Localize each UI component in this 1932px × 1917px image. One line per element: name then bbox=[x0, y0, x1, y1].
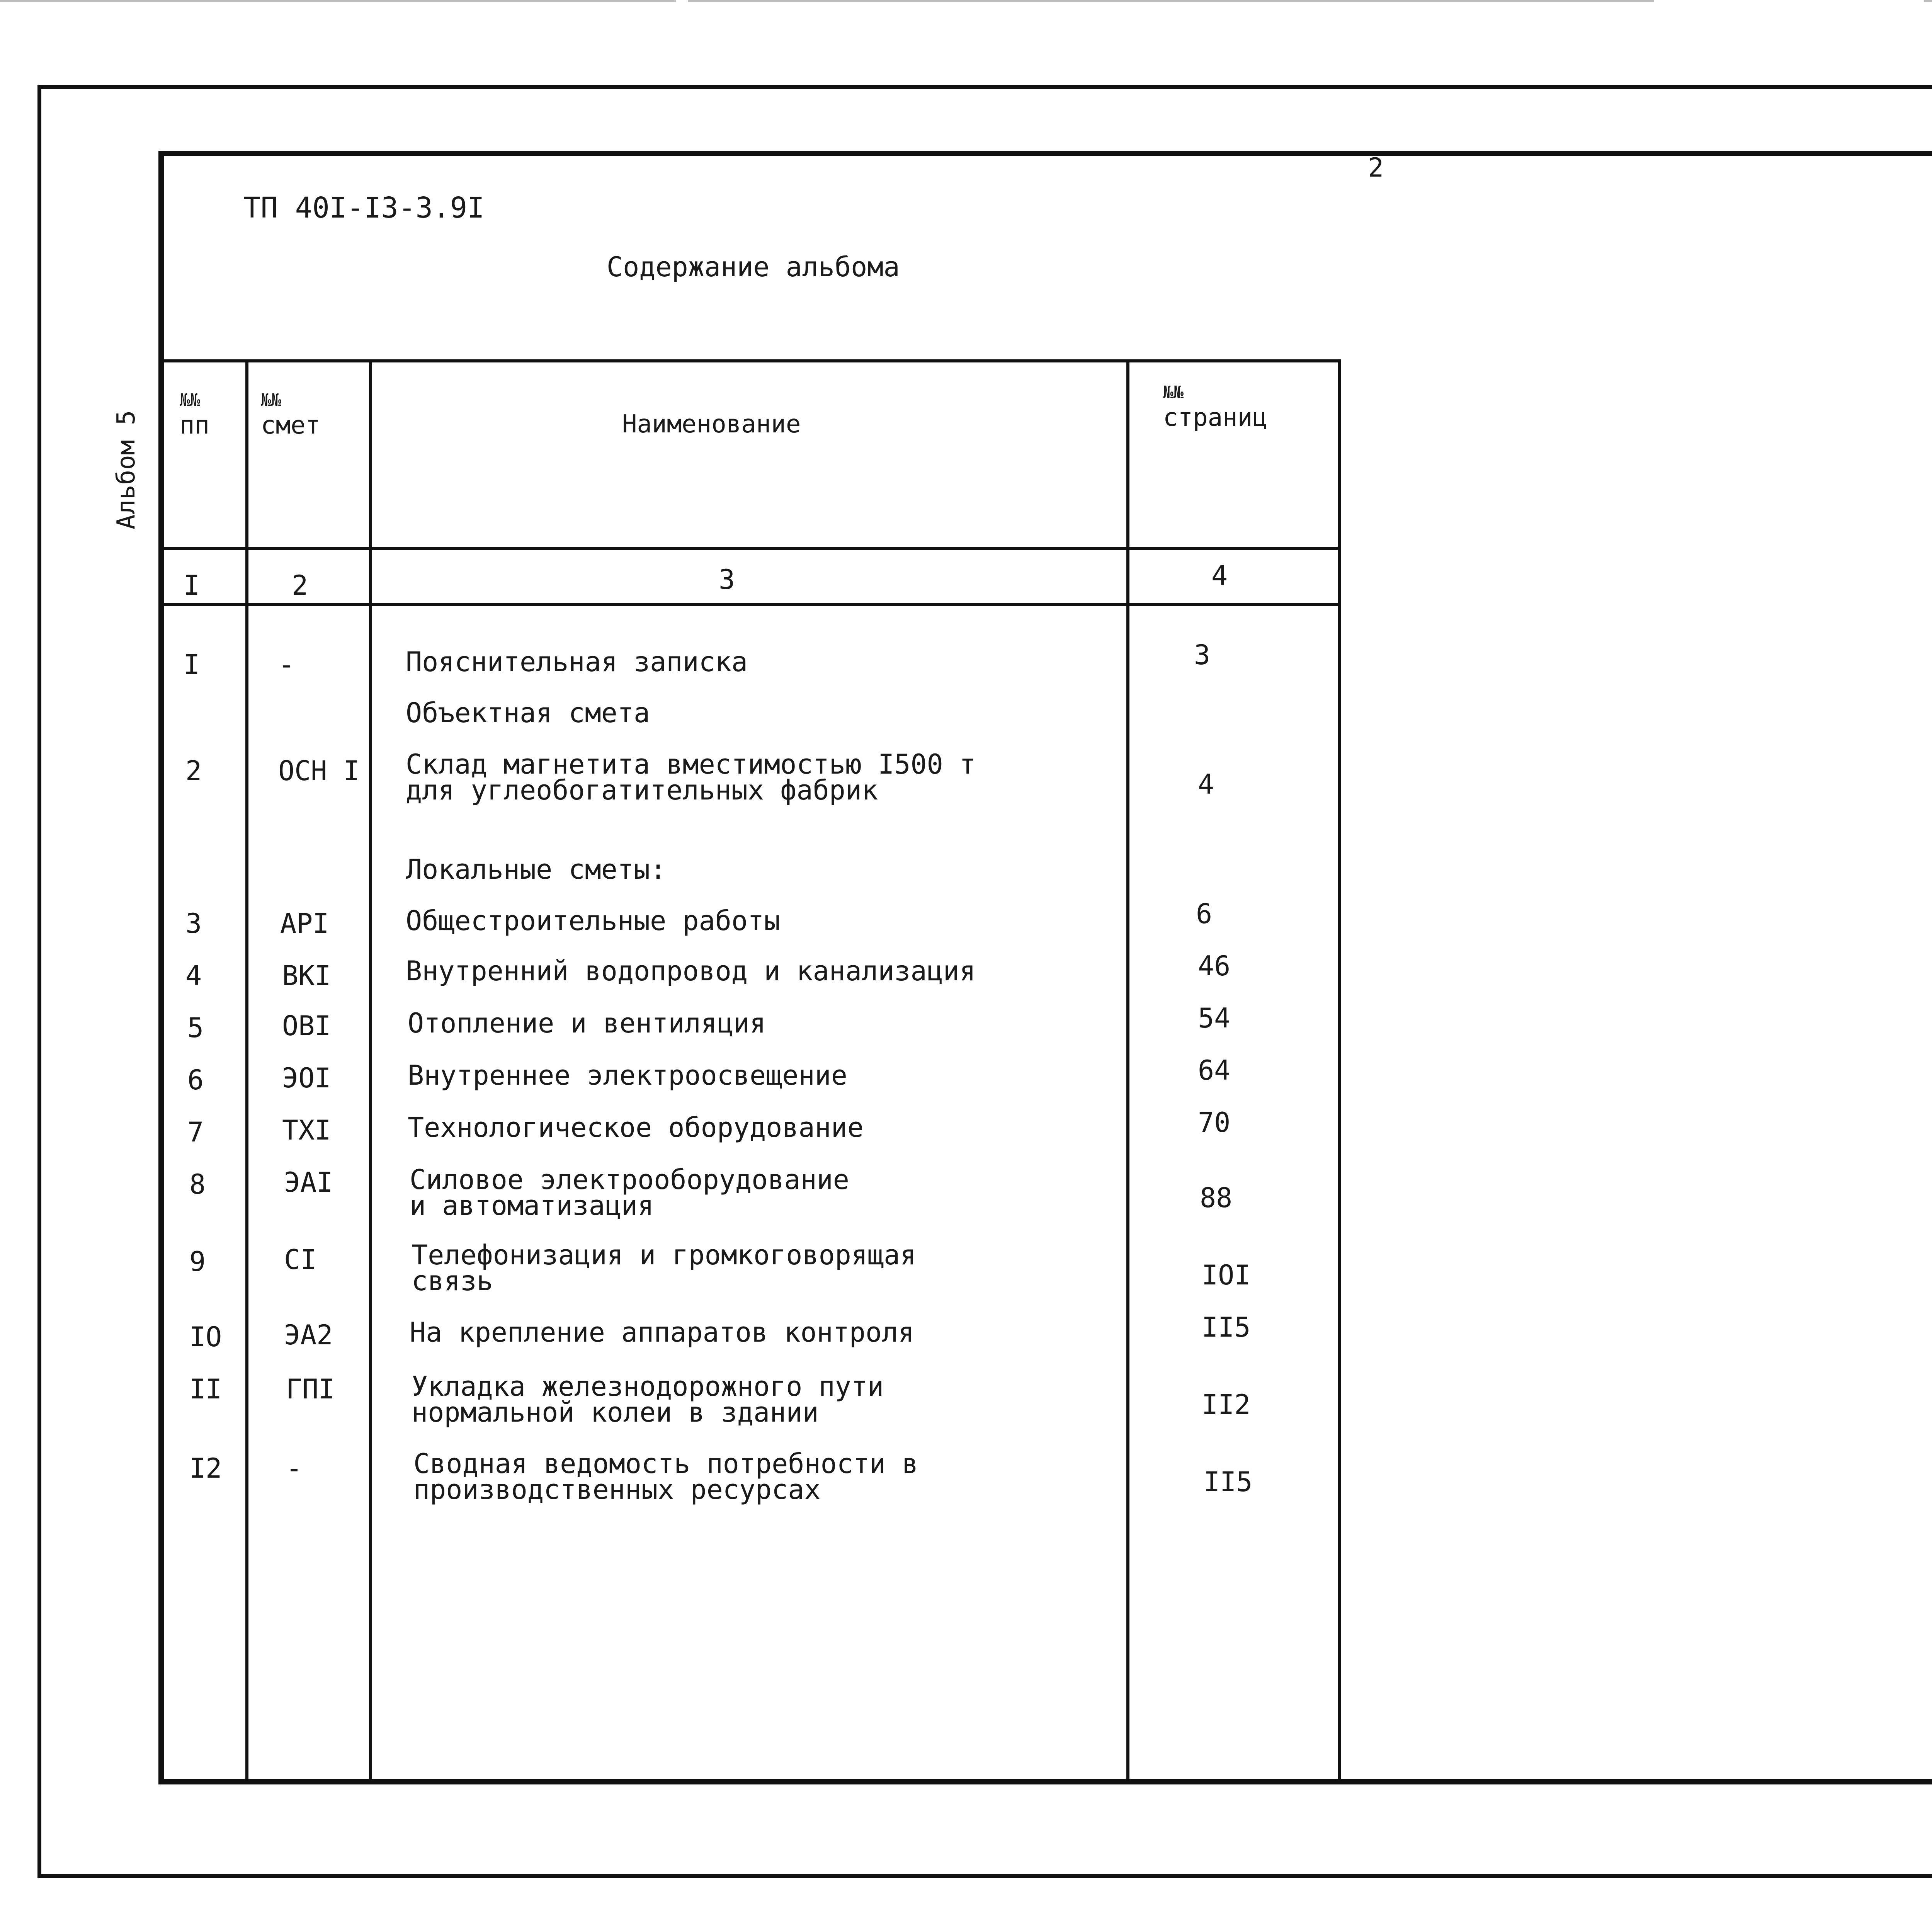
header-num-top: №№ bbox=[180, 390, 200, 410]
row-num: 2 bbox=[185, 755, 202, 787]
column-number: 3 bbox=[719, 564, 735, 595]
page-number: 2 bbox=[1368, 153, 1384, 183]
row-name-line: Силовое электрооборудование bbox=[410, 1164, 849, 1196]
row-name-line: Общестроительные работы bbox=[406, 905, 781, 937]
row-num: IO bbox=[189, 1321, 222, 1353]
row-name-line: Внутренний водопровод и канализация bbox=[406, 955, 976, 987]
row-name-line: Внутреннее электроосвещение bbox=[408, 1060, 847, 1091]
row-num: 4 bbox=[185, 960, 202, 992]
album-label: Альбом 5 bbox=[112, 410, 141, 529]
row-estimate: ЭА2 bbox=[284, 1319, 333, 1351]
row-estimate: ЭОI bbox=[282, 1062, 331, 1094]
row-page: 64 bbox=[1198, 1055, 1231, 1086]
row-page: 4 bbox=[1198, 769, 1214, 800]
row-name bbox=[406, 905, 781, 937]
row-estimate: - bbox=[286, 1453, 303, 1484]
row-num: 8 bbox=[189, 1169, 206, 1200]
scan-artifact-line bbox=[688, 0, 1654, 2]
row-page: II2 bbox=[1202, 1389, 1251, 1420]
row-name-line: связь bbox=[412, 1265, 493, 1297]
row-name bbox=[412, 1239, 917, 1297]
scan-artifact-line bbox=[0, 0, 676, 2]
row-estimate: ТХI bbox=[282, 1114, 331, 1146]
row-num: 9 bbox=[189, 1246, 206, 1277]
header-num bbox=[180, 390, 209, 441]
header-estimate-bottom: смет bbox=[261, 411, 321, 440]
row-estimate: ВКI bbox=[282, 960, 331, 992]
section-local-estimates: Локальные сметы: bbox=[406, 854, 667, 885]
row-num: I bbox=[184, 649, 200, 680]
row-num: 3 bbox=[185, 908, 202, 939]
row-name bbox=[413, 1448, 918, 1505]
table-top-border bbox=[158, 359, 1341, 362]
row-name-line: Технологическое оборудование bbox=[408, 1112, 864, 1143]
row-page: 6 bbox=[1196, 898, 1213, 930]
row-name bbox=[410, 1317, 915, 1348]
row-name bbox=[408, 1060, 847, 1091]
row-name bbox=[406, 646, 748, 678]
row-name-line: нормальной колеи в здании bbox=[412, 1396, 819, 1428]
row-page: II5 bbox=[1204, 1466, 1253, 1498]
header-divider bbox=[158, 547, 1341, 550]
row-estimate: ГПI bbox=[286, 1373, 335, 1405]
row-estimate: ОСН I bbox=[278, 755, 360, 787]
row-name bbox=[408, 1112, 864, 1143]
column-number-divider bbox=[158, 603, 1341, 606]
row-num: 6 bbox=[187, 1064, 204, 1096]
row-page: 54 bbox=[1198, 1002, 1231, 1034]
row-name-line: Укладка железнодорожного пути bbox=[412, 1371, 884, 1402]
header-estimate-top: №№ bbox=[261, 390, 281, 410]
row-name bbox=[410, 1164, 849, 1221]
header-name: Наименование bbox=[622, 410, 801, 439]
row-estimate: - bbox=[278, 649, 295, 680]
row-name-line: Сводная ведомость потребности в bbox=[413, 1448, 918, 1480]
header-pages-top: №№ bbox=[1163, 383, 1184, 402]
row-page: II5 bbox=[1202, 1311, 1251, 1343]
row-num: 5 bbox=[187, 1012, 204, 1044]
row-num: I2 bbox=[189, 1453, 222, 1484]
row-name bbox=[406, 748, 976, 806]
row-name-line: производственных ресурсах bbox=[413, 1473, 821, 1505]
row-name-line: Пояснительная записка bbox=[406, 646, 748, 678]
row-name-line: для углеобогатительных фабрик bbox=[406, 774, 878, 806]
page-title: Содержание альбома bbox=[607, 251, 900, 283]
row-page: IOI bbox=[1202, 1259, 1251, 1291]
row-name bbox=[406, 955, 976, 987]
row-name-line: Телефонизация и громкоговорящая bbox=[412, 1239, 917, 1271]
row-estimate: СI bbox=[284, 1244, 317, 1276]
table-right-border bbox=[1338, 359, 1341, 1781]
document-code: ТП 40I-I3-3.9I bbox=[243, 191, 485, 225]
header-num-bottom: пп bbox=[180, 411, 210, 440]
column-divider bbox=[245, 359, 248, 1781]
row-num: II bbox=[189, 1373, 222, 1405]
row-name-line: Отопление и вентиляция bbox=[408, 1007, 766, 1039]
row-estimate: ОВI bbox=[282, 1010, 331, 1042]
row-name bbox=[408, 1007, 766, 1039]
header-pages-bottom: страниц bbox=[1163, 403, 1267, 432]
header-estimate bbox=[261, 390, 320, 441]
row-num: 7 bbox=[187, 1116, 204, 1148]
row-estimate: ЭАI bbox=[284, 1167, 333, 1198]
column-divider bbox=[1126, 359, 1129, 1781]
row-name-line: Склад магнетита вместимостью I500 т bbox=[406, 748, 976, 780]
column-number: 4 bbox=[1211, 560, 1228, 592]
row-page: 3 bbox=[1194, 639, 1211, 671]
row-page: 70 bbox=[1198, 1107, 1231, 1138]
header-pages bbox=[1163, 383, 1267, 433]
row-page: 46 bbox=[1198, 950, 1231, 982]
column-number: 2 bbox=[292, 570, 308, 601]
scan-artifact-line bbox=[1924, 0, 1932, 2]
row-name-line: и автоматизация bbox=[410, 1189, 654, 1221]
column-divider bbox=[369, 359, 372, 1781]
row-page: 88 bbox=[1200, 1182, 1233, 1214]
column-number: I bbox=[184, 570, 200, 601]
row-name-line: На крепление аппаратов контроля bbox=[410, 1317, 915, 1348]
row-name bbox=[412, 1371, 884, 1428]
row-estimate: АРI bbox=[280, 908, 329, 939]
section-object-estimate: Объектная смета bbox=[406, 697, 650, 729]
